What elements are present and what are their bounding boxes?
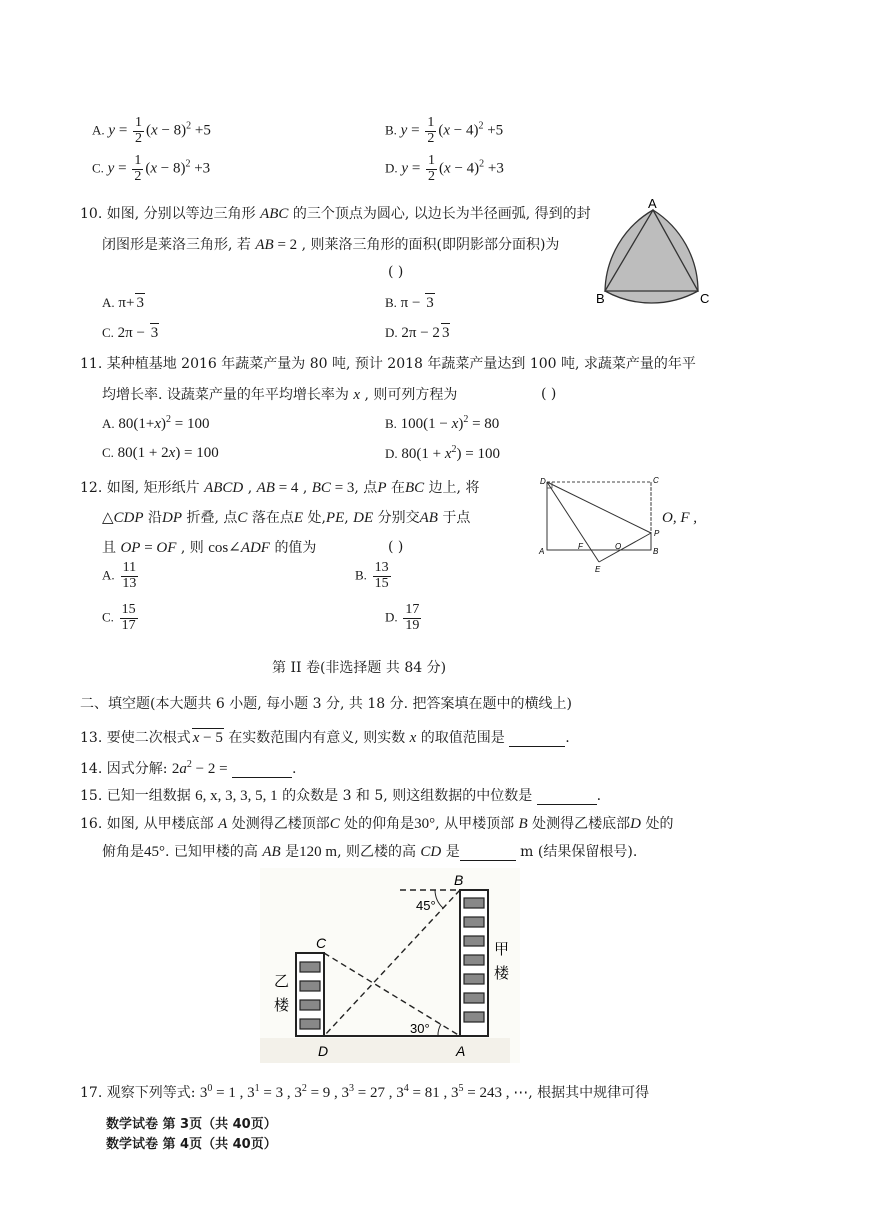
rect-label-f: F — [578, 542, 583, 551]
q10-option-b: B. π − 3 — [385, 295, 434, 311]
q12-stem-line1: 12. 如图, 矩形纸片 ABCD , AB = 4 , BC = 3, 点P 在BC 边上, 将 — [80, 480, 480, 496]
q14-answer-blank[interactable] — [232, 777, 292, 778]
q11-stem-line2: 均增长率. 设蔬菜产量的年平均增长率为 x , 则可列方程为 — [102, 387, 458, 403]
q9-option-a: A. y = $\frac{1}{2}$ $(x - 8)^2 +5$ — [92, 115, 211, 146]
reuleaux-label-b: B — [596, 291, 605, 306]
q15-answer-blank[interactable] — [537, 804, 597, 805]
rect-label-d: D — [540, 477, 546, 486]
reuleaux-label-a: A — [648, 196, 657, 211]
buildings-label-b: B — [454, 872, 464, 888]
buildings-angle-figure — [260, 868, 520, 1063]
buildings-label-d: D — [318, 1043, 329, 1059]
q10-option-a: A. π+ 3 — [102, 295, 144, 311]
q9-option-c: C. y = $\frac{1}{2}$ $(x - 8)^2 +3$ — [92, 153, 211, 184]
q12-option-a: A. $\frac{11}{13}$ — [102, 560, 137, 591]
reuleaux-label-c: C — [700, 291, 710, 306]
q9-option-b: B. y = $\frac{1}{2}$ $(x - 4)^2 +5$ — [385, 115, 504, 146]
q13-answer-blank[interactable] — [509, 746, 565, 747]
q13-text: 13. 要使二次根式 x − 5 在实数范围内有意义, 则实数 x 的取值范围是 . — [80, 730, 570, 746]
buildings-label-a: A — [456, 1043, 466, 1059]
buildings-angle-30: 30° — [410, 1021, 430, 1036]
q11-option-a: A. $80(1+x)^2 = 100$ — [102, 414, 210, 432]
q12-stem-line3: 且 OP = OF , 则 cos∠ADF 的值为 — [102, 540, 317, 556]
q11-stem-line1: 11. 某种植基地 2016 年蔬菜产量为 80 吨, 预计 2018 年蔬菜产量达到 100 吨, 求蔬菜产量的年平 — [80, 356, 696, 372]
rectangle-fold-figure — [535, 474, 665, 574]
q10-option-c: C. 2π − 3 — [102, 325, 159, 341]
reuleaux-triangle-figure — [590, 195, 720, 310]
q12-option-b: B. $\frac{13}{15}$ — [355, 560, 389, 591]
q12-answer-paren: ( ) — [388, 539, 404, 555]
q10-stem-line1: 10. 如图, 分别以等边三角形 ABC 的三个顶点为圆心, 以边长为半径画弧, 得到的封 — [80, 206, 591, 222]
buildings-angle-45: 45° — [416, 898, 436, 913]
q16-answer-blank[interactable] — [460, 860, 516, 861]
q16-stem-line2: 俯角是45°. 已知甲楼的高 AB 是120 m, 则乙楼的高 CD 是 m (结果保留根号). — [102, 844, 638, 860]
rect-label-b: B — [653, 547, 659, 556]
q14-text: 14. 因式分解: $2a^2 - 2$ = . — [80, 759, 297, 777]
rect-label-c: C — [653, 476, 659, 485]
q12-option-c: C. $\frac{15}{17}$ — [102, 602, 136, 633]
section2-heading: 二、填空题(本大题共 6 小题, 每小题 3 分, 共 18 分. 把答案填在题中的横线上) — [80, 696, 572, 712]
rect-label-a: A — [539, 547, 545, 556]
q11-option-c: C. 80(1 + 2x) = 100 — [102, 445, 219, 461]
buildings-label-yi2: 楼 — [274, 997, 290, 1014]
q10-stem-line2: 闭图形是莱洛三角形, 若 AB = 2 , 则莱洛三角形的面积(即阴影部分面积)为 — [102, 237, 560, 253]
q12-stem-line2-end: O, F , — [662, 510, 697, 526]
section2-title: 第 II 卷(非选择题 共 84 分) — [272, 660, 447, 676]
q12-option-d: D. $\frac{17}{19}$ — [385, 602, 420, 633]
buildings-label-yi1: 乙 — [274, 973, 290, 990]
q11-option-d: D. $80(1 + x^2) = 100$ — [385, 444, 500, 462]
q15-text: 15. 已知一组数据 6, x, 3, 3, 5, 1 的众数是 3 和 5, 则这组数据的中位数是 . — [80, 788, 602, 804]
q17-text: 17. 观察下列等式: $3^0 = 1$ , $3^1 = 3$ , $3^2 = 9$ , $3^3 = 27$ , $3^4 = 81$ , $3^5 = 243$ , ⋯, 根据其中规律可得 — [80, 1083, 650, 1101]
rect-label-o: O — [615, 542, 622, 551]
buildings-label-c: C — [316, 935, 327, 951]
buildings-label-jia2: 楼 — [494, 965, 510, 982]
rect-label-p: P — [654, 529, 660, 538]
q12-stem-line2: △CDP 沿DP 折叠, 点C 落在点E 处,PE, DE 分别交AB 于点 — [102, 510, 471, 526]
buildings-label-jia1: 甲 — [494, 941, 510, 958]
q10-option-d: D. 2π − 2 3 — [385, 325, 450, 341]
footer-page-3: 数学试卷 第 3页（共 40页） — [106, 1117, 277, 1132]
q11-option-b: B. $100(1 - x)^2 = 80$ — [385, 414, 500, 432]
q9-option-d: D. y = $\frac{1}{2}$ $(x - 4)^2 +3$ — [385, 153, 504, 184]
q10-answer-paren: ( ) — [388, 264, 404, 280]
footer-page-4: 数学试卷 第 4页（共 40页） — [106, 1137, 277, 1152]
rect-label-e: E — [595, 565, 601, 574]
q11-answer-paren: ( ) — [541, 386, 557, 402]
q16-stem-line1: 16. 如图, 从甲楼底部 A 处测得乙楼顶部C 处的仰角是30°, 从甲楼顶部 B 处测得乙楼底部D 处的 — [80, 816, 674, 832]
